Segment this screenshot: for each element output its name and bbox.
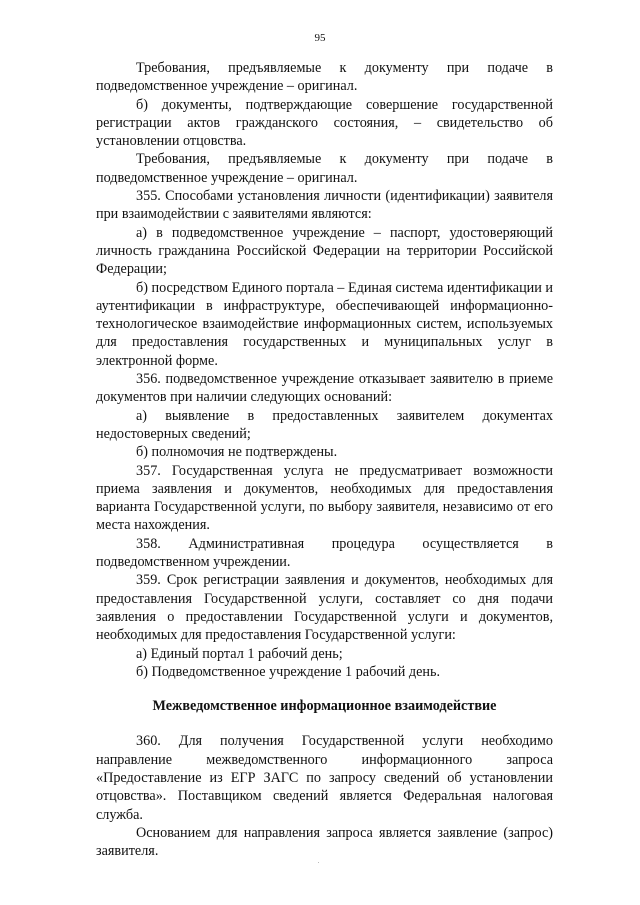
paragraph: 356. подведомственное учреждение отказывает заявителю в приеме документов при наличии следующих оснований: [96, 371, 553, 406]
document-body [96, 59, 553, 860]
paragraph: б) Подведомственное учреждение 1 рабочий день. [136, 663, 441, 680]
paragraph: б) посредством Единого портала – Единая система идентификации и аутентификации в инфраструктуре, обеспечивающей информационно-технологическое взаимодействие информационных систем, используемых для предоставления государственных и муниципальных услуг в электронной форме. [96, 279, 553, 369]
paragraph: б) полномочия не подтверждены. [136, 444, 338, 461]
scan-speck [318, 862, 319, 863]
paragraph: а) Единый портал 1 рабочий день; [136, 645, 343, 662]
paragraph: 359. Срок регистрации заявления и документов, необходимых для предоставления Государственной услуги, составляет со дня подачи заявления о предоставлении Государственной услуги и документов, необходимых для предоставления Государственной услуги: [96, 572, 553, 644]
paragraph: Требования, предъявляемые к документу при подаче в подведомственное учреждение – оригинал. [96, 151, 553, 186]
paragraph: а) выявление в предоставленных заявителем документах недостоверных сведений; [96, 407, 553, 442]
page-number: 95 [314, 32, 326, 44]
paragraph: 360. Для получения Государственной услуги необходимо направление межведомственного информационного запроса «Предоставление из ЕГР ЗАГС по запросу сведений об установлении отцовства». Поставщиком сведений является Федеральная налоговая служба. [96, 733, 553, 823]
paragraph: а) в подведомственное учреждение – паспорт, удостоверяющий личность гражданина Российской Федерации на территории Российской Федерации; [96, 224, 553, 278]
paragraph: б) документы, подтверждающие совершение государственной регистрации актов гражданского состояния, – свидетельство об установлении отцовства. [96, 96, 553, 150]
paragraph: 357. Государственная услуга не предусматривает возможности приема заявления и документов, необходимых для предоставления варианта Государственной услуги, по выбору заявителя, независимо от его места нахождения. [96, 462, 553, 534]
paragraph: 358. Административная процедура осуществляется в подведомственном учреждении. [96, 535, 553, 571]
paragraph: 355. Способами установления личности (идентификации) заявителя при взаимодействии с заявителями являются: [96, 188, 553, 223]
section-heading: Межведомственное информационное взаимодействие [152, 698, 497, 715]
paragraph: Требования, предъявляемые к документу при подаче в подведомственное учреждение – оригинал. [96, 60, 553, 95]
paragraph: Основанием для направления запроса является заявление (запрос) заявителя. [96, 824, 553, 860]
